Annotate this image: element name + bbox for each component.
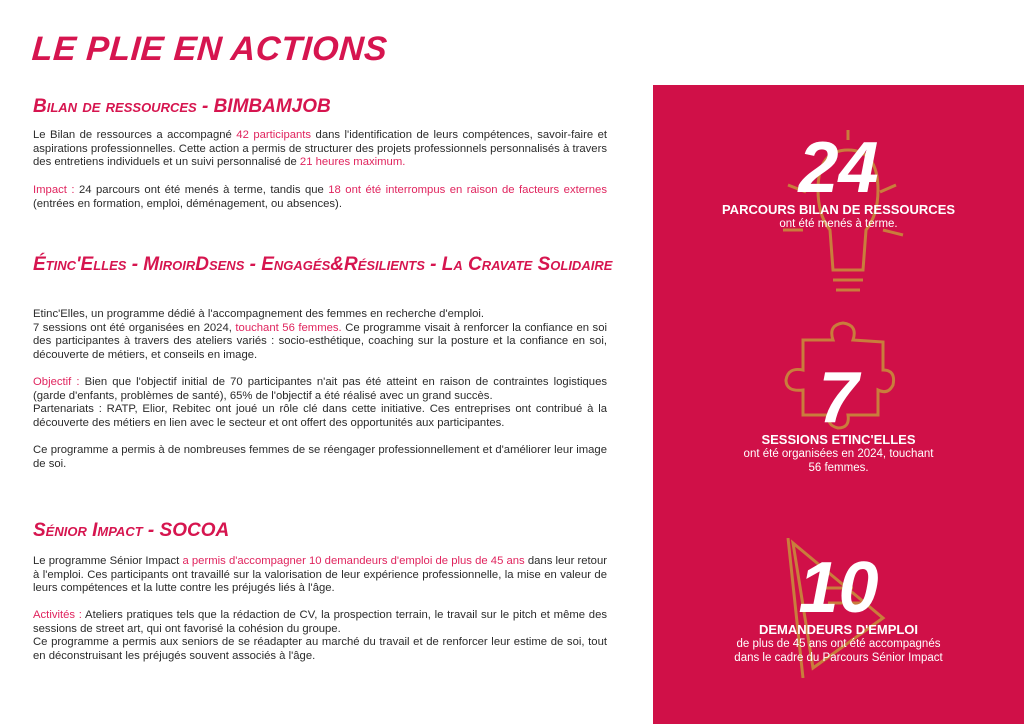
stat-label: SESSIONS ETINC'ELLES xyxy=(761,432,916,447)
stat-text: de plus de 45 ans ont été accompagnés dans le cadre du Parcours Sénior Impact xyxy=(734,638,943,664)
paragraph xyxy=(33,129,607,170)
stat-label: DEMANDEURS D'EMPLOI xyxy=(758,622,919,637)
text-segment: (entrées en formation, emploi, déménagement, ou absences). xyxy=(33,197,342,210)
text-segment: Bien que l'objectif initial de 70 participantes n'ait pas été atteint en raison de contraintes logistiques (garde d'enfants, problèmes de santé), 65% de l'objectif a été réalisé avec un grand succès. xyxy=(33,376,608,402)
text-segment: Le programme Sénior Impact xyxy=(33,555,183,567)
stat-senior xyxy=(653,550,1024,665)
text-segment: Ce programme visait à renforcer la confiance en soi des participantes à travers des ateliers variés : socio-esthétique, coaching sur la posture et la confiance en soi, découverte de métiers, et conseils en image. xyxy=(33,321,607,361)
stat-number: 24 xyxy=(798,128,879,208)
section-heading-senior: Sénior Impact - SOCOA xyxy=(33,520,230,541)
text-segment: Ateliers pratiques tels que la rédaction de CV, la prospection terrain, le travail sur le pitch et même des sessions de street art, qui ont favorisé la cohésion du groupe. xyxy=(33,609,608,635)
paragraph xyxy=(33,444,607,471)
text-segment: 24 parcours ont été menés à terme, tandis que xyxy=(74,184,329,196)
paragraph xyxy=(33,184,607,211)
stat-number: 7 xyxy=(818,358,859,438)
highlighted-text: 18 ont été interrompus en raison de facteurs externes xyxy=(328,184,607,196)
section-heading-bilan: Bilan de ressources - BIMBAMJOB xyxy=(33,96,331,117)
page-title: LE PLIE EN ACTIONS xyxy=(30,30,389,68)
highlighted-text: 42 participants xyxy=(236,129,312,141)
text-segment: dans l'identification de leurs compétences, savoir-faire et aspirations professionnelles. Cette action a permis de structurer des projets professionnels personnalisés à travers des entretiens individuels et un suivi personnalisé de xyxy=(33,129,607,169)
stat-text: ont été menés à terme. xyxy=(779,218,898,230)
text-segment: Etinc'Elles, un programme dédié à l'accompagnement des femmes en recherche d'emploi. xyxy=(33,308,485,320)
stat-bilan xyxy=(653,130,1024,231)
text-segment: Ce programme a permis à de nombreuses femmes de se réengager professionnellement et d'améliorer leur image de soi. xyxy=(33,444,607,470)
paragraph xyxy=(33,376,607,430)
text-segment: Le Bilan de ressources a accompagné xyxy=(33,129,237,141)
stat-number: 10 xyxy=(798,548,879,628)
highlighted-text: 21 heures maximum. xyxy=(299,156,406,169)
section-heading-etincelles: Étinc'Elles - MiroirDsens - Engagés&Résilients - La Cravate Solidaire xyxy=(33,254,613,275)
text-segment: 7 sessions ont été organisées en 2024, xyxy=(33,321,236,334)
highlighted-text: touchant 56 femmes. xyxy=(235,321,342,334)
paragraph xyxy=(33,609,607,663)
text-segment: dans leur retour à l'emploi. Ces participants ont travaillé sur la valorisation de leur expérience professionnelle, la mise en valeur de leurs compétences et la lutte contre les préjugés liés à l'âge. xyxy=(33,555,607,595)
highlighted-text: a permis d'accompagner 10 demandeurs d'emploi de plus de 45 ans xyxy=(182,555,525,567)
paragraph xyxy=(33,555,607,596)
highlighted-text: Impact : xyxy=(33,184,75,196)
stat-etincelles xyxy=(653,360,1024,475)
text-segment: Ce programme a permis aux seniors de se réadapter au marché du travail et de renforcer leur estime de soi, tout en déconstruisant les préjugés souvent associés à l'âge. xyxy=(33,636,607,662)
highlighted-text: Activités : xyxy=(33,609,82,621)
stats-panel xyxy=(653,85,1024,724)
paragraph xyxy=(33,308,607,362)
stat-text: ont été organisées en 2024, touchant 56 femmes. xyxy=(743,448,934,474)
text-segment: Partenariats : RATP, Elior, Rebitec ont joué un rôle clé dans cette initiative. Ces entreprises ont contribué à la découverte des métiers en lien avec le secteur et ont offert des opportunités aux participantes. xyxy=(33,403,607,429)
highlighted-text: Objectif : xyxy=(33,376,80,388)
stat-label: PARCOURS BILAN DE RESSOURCES xyxy=(721,202,956,217)
